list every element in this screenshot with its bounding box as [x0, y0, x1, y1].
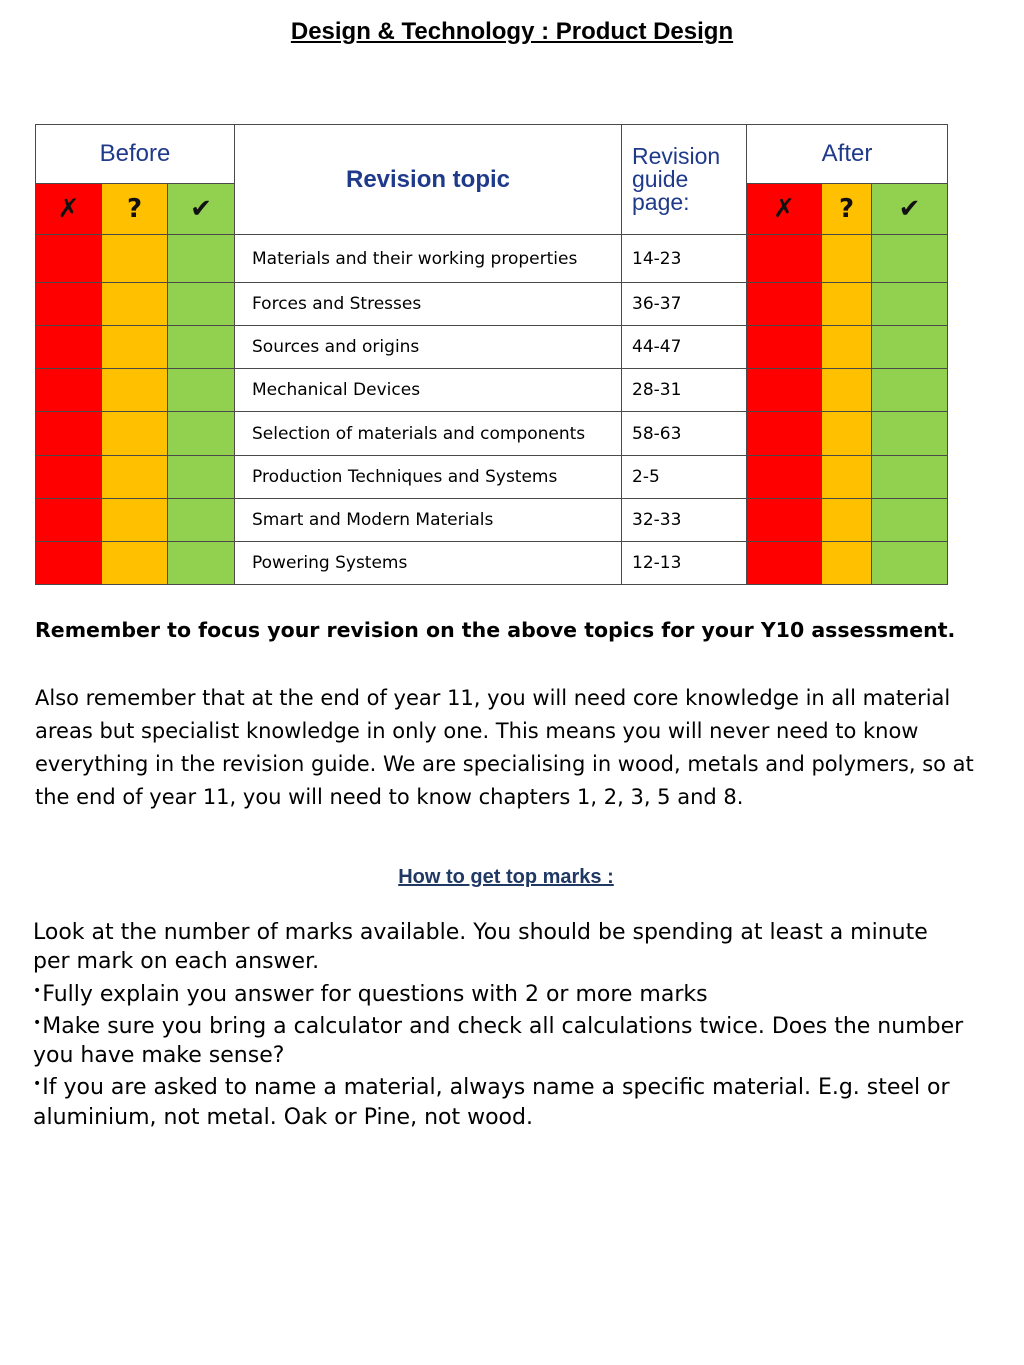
page-title: Design & Technology : Product Design	[290, 18, 734, 45]
table-row	[36, 235, 948, 283]
after-unsure-cell[interactable]	[822, 283, 872, 326]
after-confident-cell[interactable]	[872, 542, 948, 585]
table-row	[36, 283, 948, 326]
bullet-icon: •	[33, 982, 42, 999]
after-unsure-cell[interactable]	[822, 412, 872, 456]
after-not-confident-cell[interactable]	[747, 542, 822, 585]
revision-table	[35, 124, 948, 585]
page-cell: 12-13	[622, 542, 747, 585]
after-unsure-cell[interactable]	[822, 235, 872, 283]
tip-text: If you are asked to name a material, always name a specific material. E.g. steel or aluminium, not metal. Oak or Pine, not wood.	[33, 1075, 950, 1130]
after-confident-cell[interactable]	[872, 235, 948, 283]
after-confident-cell[interactable]	[872, 412, 948, 456]
topic-cell: Sources and origins	[235, 326, 622, 369]
before-unsure-cell[interactable]	[102, 235, 168, 283]
after-confident-cell[interactable]	[872, 369, 948, 412]
before-confident-cell[interactable]	[168, 235, 235, 283]
revision-topic-header: Revision topic	[235, 125, 622, 235]
reminder-text: Remember to focus your revision on the above topics for your Y10 assessment.	[35, 618, 956, 642]
before-unsure-cell[interactable]	[102, 412, 168, 456]
after-unsure-cell[interactable]	[822, 499, 872, 542]
tip-text: Fully explain you answer for questions with 2 or more marks	[42, 981, 708, 1007]
before-not-confident-cell[interactable]	[36, 456, 102, 499]
before-unsure-cell[interactable]	[102, 283, 168, 326]
top-marks-tips	[33, 918, 968, 1132]
after-not-confident-cell[interactable]	[747, 326, 822, 369]
before-confident-cell[interactable]	[168, 326, 235, 369]
before-not-confident-cell[interactable]	[36, 542, 102, 585]
page-cell: 14-23	[622, 235, 747, 283]
after-not-confident-cell[interactable]	[747, 456, 822, 499]
topic-cell: Forces and Stresses	[235, 283, 622, 326]
before-unsure-cell[interactable]	[102, 456, 168, 499]
before-header: Before	[36, 125, 235, 184]
bullet-icon: •	[33, 1014, 42, 1031]
page-cell: 28-31	[622, 369, 747, 412]
after-confident-cell[interactable]	[872, 326, 948, 369]
before-confident-cell[interactable]	[168, 456, 235, 499]
topic-cell: Production Techniques and Systems	[235, 456, 622, 499]
page-cell: 36-37	[622, 283, 747, 326]
before-unsure-cell[interactable]	[102, 499, 168, 542]
before-not-confident-cell[interactable]	[36, 235, 102, 283]
before-unsure-cell[interactable]	[102, 369, 168, 412]
page-header-line: Revision	[632, 143, 721, 169]
tip-item	[33, 1009, 968, 1071]
before-unsure-cell[interactable]	[102, 326, 168, 369]
after-unsure-cell[interactable]	[822, 456, 872, 499]
bullet-icon: •	[33, 1076, 42, 1093]
topic-cell: Powering Systems	[235, 542, 622, 585]
topic-cell: Mechanical Devices	[235, 369, 622, 412]
after-not-confident-cell[interactable]	[747, 283, 822, 326]
tip-item	[33, 977, 968, 1009]
after-not-confident-cell[interactable]	[747, 412, 822, 456]
topic-cell: Smart and Modern Materials	[235, 499, 622, 542]
topic-cell: Selection of materials and components	[235, 412, 622, 456]
before-not-confident-cell[interactable]	[36, 283, 102, 326]
before-check-icon: ✔	[168, 184, 235, 235]
before-cross-icon: ✗	[36, 184, 102, 235]
table-row	[36, 326, 948, 369]
page-cell: 2-5	[622, 456, 747, 499]
chapters-paragraph: Also remember that at the end of year 11, you will need core knowledge in all material areas but specialist knowledge in only one. This means you will never need to know everything in the revision guide. We are specialising in wood, metals and polymers, so at the end of year 11, you will need to know chapters 1, 2, 3, 5 and 8.	[35, 686, 974, 809]
after-not-confident-cell[interactable]	[747, 235, 822, 283]
before-not-confident-cell[interactable]	[36, 499, 102, 542]
before-confident-cell[interactable]	[168, 542, 235, 585]
after-unsure-cell[interactable]	[822, 542, 872, 585]
page-cell: 58-63	[622, 412, 747, 456]
after-check-icon: ✔	[872, 184, 948, 235]
after-confident-cell[interactable]	[872, 456, 948, 499]
after-not-confident-cell[interactable]	[747, 499, 822, 542]
page-cell: 32-33	[622, 499, 747, 542]
page-header-line: guide	[632, 166, 689, 192]
after-question-icon: ?	[822, 184, 872, 235]
top-marks-heading: How to get top marks :	[398, 866, 614, 888]
after-unsure-cell[interactable]	[822, 326, 872, 369]
after-cross-icon: ✗	[747, 184, 822, 235]
table-row	[36, 499, 948, 542]
tip-item	[33, 1070, 968, 1132]
before-confident-cell[interactable]	[168, 369, 235, 412]
page-header-line: page:	[632, 189, 690, 215]
before-confident-cell[interactable]	[168, 283, 235, 326]
before-not-confident-cell[interactable]	[36, 369, 102, 412]
table-row	[36, 369, 948, 412]
tip-text: Make sure you bring a calculator and check all calculations twice. Does the number you have make sense?	[33, 1013, 964, 1069]
table-row	[36, 412, 948, 456]
tips-intro: Look at the number of marks available. You should be spending at least a minute per mark on each answer.	[33, 920, 928, 975]
after-not-confident-cell[interactable]	[747, 369, 822, 412]
after-unsure-cell[interactable]	[822, 369, 872, 412]
before-confident-cell[interactable]	[168, 412, 235, 456]
topic-cell: Materials and their working properties	[235, 235, 622, 283]
before-confident-cell[interactable]	[168, 499, 235, 542]
before-question-icon: ?	[102, 184, 168, 235]
table-row	[36, 456, 948, 499]
after-header: After	[747, 125, 948, 184]
before-not-confident-cell[interactable]	[36, 412, 102, 456]
revision-guide-page-header	[622, 125, 747, 235]
table-row	[36, 542, 948, 585]
after-confident-cell[interactable]	[872, 499, 948, 542]
page-cell: 44-47	[622, 326, 747, 369]
before-not-confident-cell[interactable]	[36, 326, 102, 369]
after-confident-cell[interactable]	[872, 283, 948, 326]
before-unsure-cell[interactable]	[102, 542, 168, 585]
